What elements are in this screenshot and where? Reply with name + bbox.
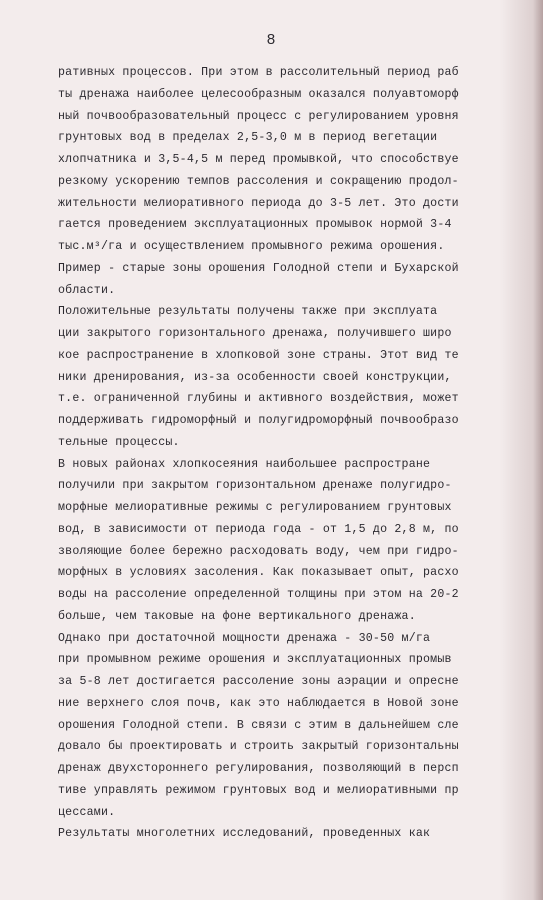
text-line: тыс.м³/га и осуществлением промывного режима орошения. — [58, 240, 445, 253]
text-line: тиве управлять режимом грунтовых вод и мелиоративными пр — [58, 783, 459, 797]
text-line: ние верхнего слоя почв, как это наблюдается в Новой зоне — [58, 696, 459, 710]
text-line: Результаты многолетних исследований, проведенных как — [58, 827, 431, 841]
text-line: при промывном режиме орошения и эксплуатационных промыв — [58, 653, 452, 667]
text-line: тельные процессы. — [58, 435, 180, 449]
text-line: В новых районах хлопкосеяния наибольшее распростране — [58, 457, 431, 471]
text-line: области. — [58, 283, 116, 297]
text-line: дренаж двухстороннего регулирования, позволяющий в персп — [58, 762, 459, 775]
page-edge-shadow — [533, 0, 543, 900]
text-line: зволяющие более бережно расходовать воду, чем при гидро- — [58, 544, 459, 558]
text-line: получили при закрытом горизонтальном дренаже полугидро- — [58, 479, 452, 493]
text-line: довало бы проектировать и строить закрытый горизонтальны — [58, 740, 459, 754]
text-line: вод, в зависимости от периода года - от 1,5 до 2,8 м, по — [58, 522, 459, 536]
text-line: грунтовых вод в пределах 2,5-3,0 м в период вегетации — [58, 131, 438, 145]
text-line: орошения Голодной степи. В связи с этим в дальнейшем сле — [58, 718, 459, 732]
text-line: ный почвообразовательный процесс с регулированием уровня — [58, 109, 459, 123]
text-line: поддерживать гидроморфный и полугидроморфный почвообразо — [58, 414, 459, 427]
body-text — [58, 62, 536, 845]
text-line: ты дренажа наиболее целесообразным оказался полуавтоморф — [58, 87, 459, 101]
text-line: т.е. ограниченной глубины и активного воздействия, может — [58, 392, 459, 406]
text-line: ники дренирования, из-за особенности своей конструкции, — [58, 370, 452, 384]
text-line: Однако при достаточной мощности дренажа - 30-50 м/га — [58, 631, 431, 645]
text-line: гается проведением эксплуатационных промывок нормой 3-4 — [58, 218, 452, 232]
text-line: за 5-8 лет достигается рассоление зоны аэрации и опресне — [58, 675, 459, 688]
text-line: Пример - старые зоны орошения Голодной степи и Бухарской — [58, 261, 459, 275]
text-line: хлопчатника и 3,5-4,5 м перед промывкой, что способствуе — [58, 153, 459, 166]
text-line: кое распространение в хлопковой зоне страны. Этот вид те — [58, 348, 459, 362]
text-line: ции закрытого горизонтального дренажа, получившего широ — [58, 327, 452, 340]
text-line: воды на рассоление определенной толщины при этом на 20-2 — [58, 588, 459, 601]
page-number: 8 — [266, 32, 277, 49]
text-line: больше, чем таковые на фоне вертикального дренажа. — [58, 609, 416, 623]
text-line: морфные мелиоративные режимы с регулированием грунтовых — [58, 501, 452, 514]
text-line: морфных в условиях засоления. Как показывает опыт, расхо — [58, 566, 459, 580]
text-line: резкому ускорению темпов рассоления и сокращению продол- — [58, 174, 459, 188]
text-line: Положительные результаты получены также при эксплуата — [58, 305, 438, 319]
text-line: жительности мелиоративного периода до 3-5 лет. Это дости — [58, 196, 459, 210]
text-line: цессами. — [58, 805, 116, 819]
text-line: ративных процессов. При этом в рассолительный период раб — [58, 66, 459, 79]
